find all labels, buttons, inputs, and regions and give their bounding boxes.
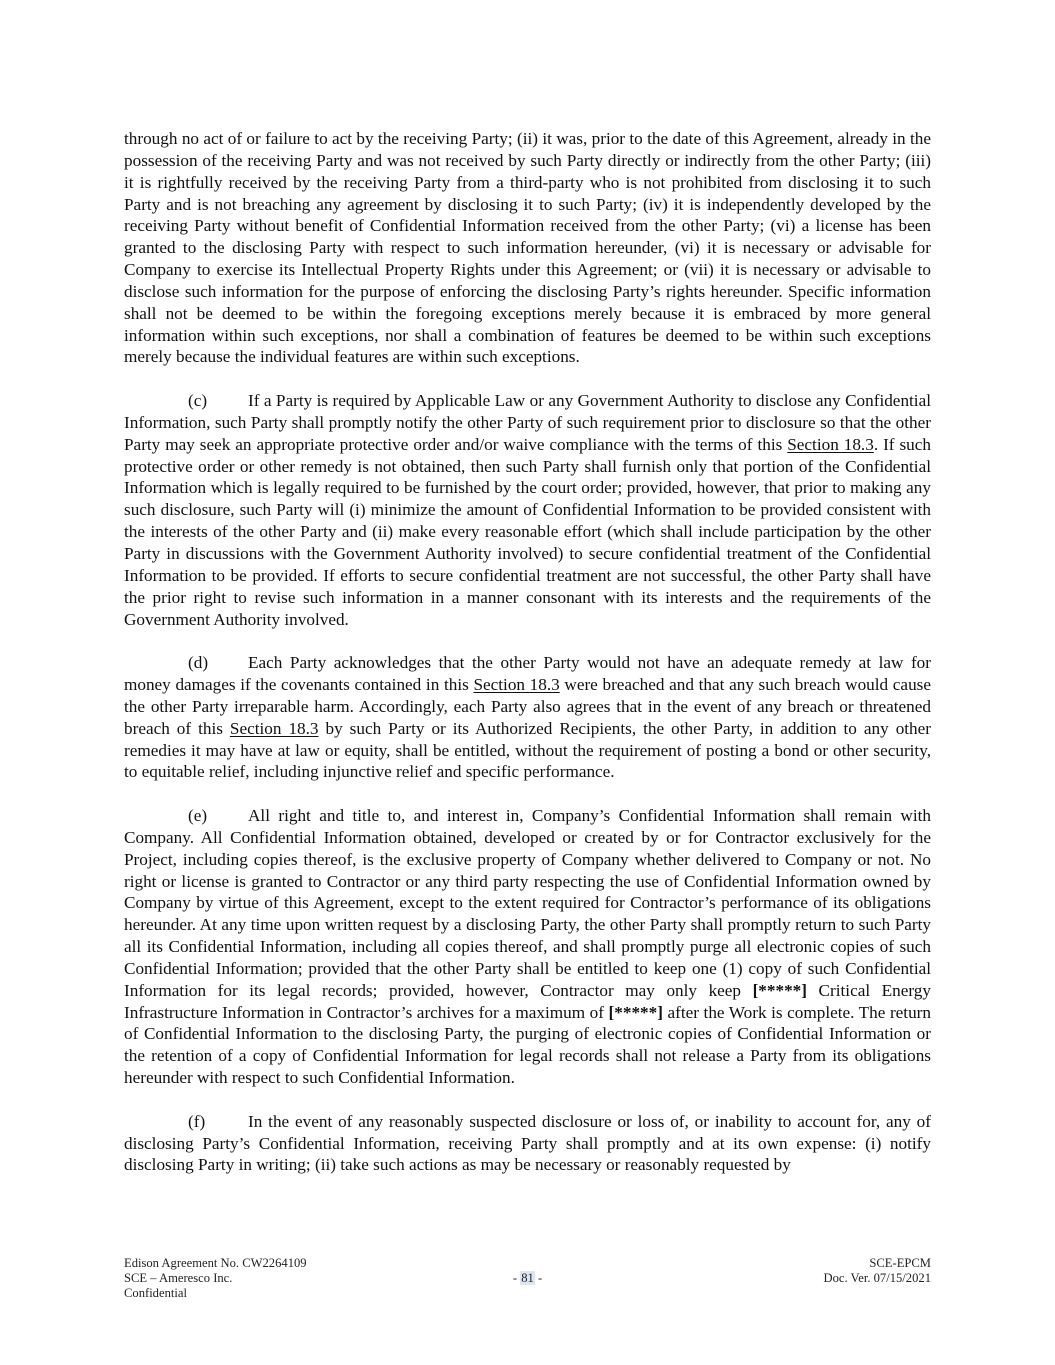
paragraph-d xyxy=(124,652,931,783)
paragraph-text: . If such protective order or other remedy is not obtained, then such Party shall furnish only that portion of the Confidential Information which is legally required to be furnished by the court order; provided, however, that prior to making any such disclosure, such Party will (i) minimize the amount of Confidential Information to be provided consistent with the interests of the other Party and (ii) make every reasonable effort (which shall include participation by the other Party in discussions with the Government Authority involved) to secure confidential treatment of the Confidential Information to be provided. If efforts to secure confidential treatment are not successful, the other Party shall have the prior right to revise such information in a manner consonant with its interests and the requirements of the Government Authority involved. xyxy=(124,434,931,629)
paragraph-text: were breached and that any such breach would cause the other Party irreparable harm. Accordingly, each Party also agrees that in the event of any breach or threatened breach of this xyxy=(124,675,931,738)
parties: SCE – Ameresco Inc. xyxy=(124,1270,233,1285)
agreement-number: Edison Agreement No. CW2264109 xyxy=(124,1256,307,1270)
redacted-marker: [*****] xyxy=(608,1002,663,1022)
document-body xyxy=(124,128,931,1176)
paragraph-text: All right and title to, and interest in, Company’s Confidential Information shall remain with Company. All Confidential Information obtained, developed or created by or for Contractor exclusively for the Project, including copies thereof, is the exclusive property of Company whether delivered to Company or not. No right or license is granted to Contractor or any third party respecting the use of Confidential Information owned by Company by virtue of this Agreement, except to the extent required for Contractor’s performance of its obligations hereunder. At any time upon written request by a disclosing Party, the other Party shall promptly return to such Party all its Confidential Information, including all copies thereof, and shall promptly purge all electronic copies of such Confidential Information; provided that the other Party shall be entitled to keep one (1) copy of such Confidential Information for its legal records; provided, however, Contractor may only keep xyxy=(124,806,931,1000)
paragraph-text: by such Party or its Authorized Recipients, the other Party, in addition to any other remedies it may have at law or equity, shall be entitled, without the requirement of posting a bond or other security, to equitable relief, including injunctive relief and specific performance. xyxy=(124,718,932,782)
paragraph-label: (f) xyxy=(188,1111,206,1131)
paragraph-label: (d) xyxy=(188,653,209,673)
paragraph-text: In the event of any reasonably suspected disclosure or loss of, or inability to account for, any of disclosing Party’s Confidential Information, receiving Party shall promptly and at its own expense: (i) notify disclosing Party in writing; (ii) take such actions as may be necessary or reasonably requested by xyxy=(124,1111,931,1175)
section-reference: Section 18.3 xyxy=(229,718,319,738)
paragraph-c xyxy=(124,390,931,630)
paragraph-text: If a Party is required by Applicable Law or any Government Authority to disclose any Confidential Information, such Party shall promptly notify the other Party of such requirement prior to disclosure so that the other Party may seek an appropriate protective order and/or waive compliance with the terms of this xyxy=(124,391,931,454)
paragraph-continuation xyxy=(124,128,931,368)
page-number-value: 81 xyxy=(521,1270,534,1285)
page-number xyxy=(124,1271,931,1286)
paragraph-text: after the Work is complete. The return of Confidential Information to the disclosing Party, the purging of electronic copies of Confidential Information or the retention of a copy of Confidential Information for legal records shall not release a Party from its obligations hereunder with respect to such Confidential Information. xyxy=(124,1002,931,1088)
redacted-marker: [*****] xyxy=(752,980,807,1000)
paragraph-label: (e) xyxy=(188,806,208,826)
paragraph-f xyxy=(124,1111,931,1177)
document-version: Doc. Ver. 07/15/2021 xyxy=(823,1270,931,1285)
document-code: SCE-EPCM xyxy=(869,1256,931,1270)
page-suffix: - xyxy=(534,1270,543,1285)
page-prefix: - xyxy=(512,1270,521,1285)
section-reference: Section 18.3 xyxy=(473,675,560,694)
section-reference: Section 18.3 xyxy=(787,434,874,454)
paragraph-label: (c) xyxy=(188,391,208,411)
paragraph-e xyxy=(124,805,931,1089)
paragraph-text: Each Party acknowledges that the other Party would not have an adequate remedy at law for money damages if the covenants contained in this xyxy=(124,653,931,694)
paragraph-text: through no act of or failure to act by the receiving Party; (ii) it was, prior to the date of this Agreement, already in the possession of the receiving Party and was not received by such Party directly or indirectly from the other Party; (iii) it is rightfully received by the receiving Party from a third-party who is not prohibited from disclosing it to such Party and is not breaching any agreement by disclosing it to such Party; (iv) it is independently developed by the receiving Party without benefit of Confidential Information received from the other Party; (vi) a license has been granted to the disclosing Party with respect to such information hereunder, (vi) it is necessary or advisable for Company to exercise its Intellectual Property Rights under this Agreement; or (vii) it is necessary or advisable to disclose such information for the purpose of enforcing the disclosing Party’s rights hereunder. Specific information shall not be deemed to be within the foregoing exceptions merely because it is embraced by more general information within such exceptions, nor shall a combination of features be deemed to be within such exceptions merely because the individual features are within such exceptions. xyxy=(124,129,931,367)
paragraph-text: Critical Energy Infrastructure Information in Contractor’s archives for a maximum of xyxy=(124,980,931,1022)
footer-right xyxy=(823,1256,931,1286)
confidential-label: Confidential xyxy=(124,1285,187,1300)
